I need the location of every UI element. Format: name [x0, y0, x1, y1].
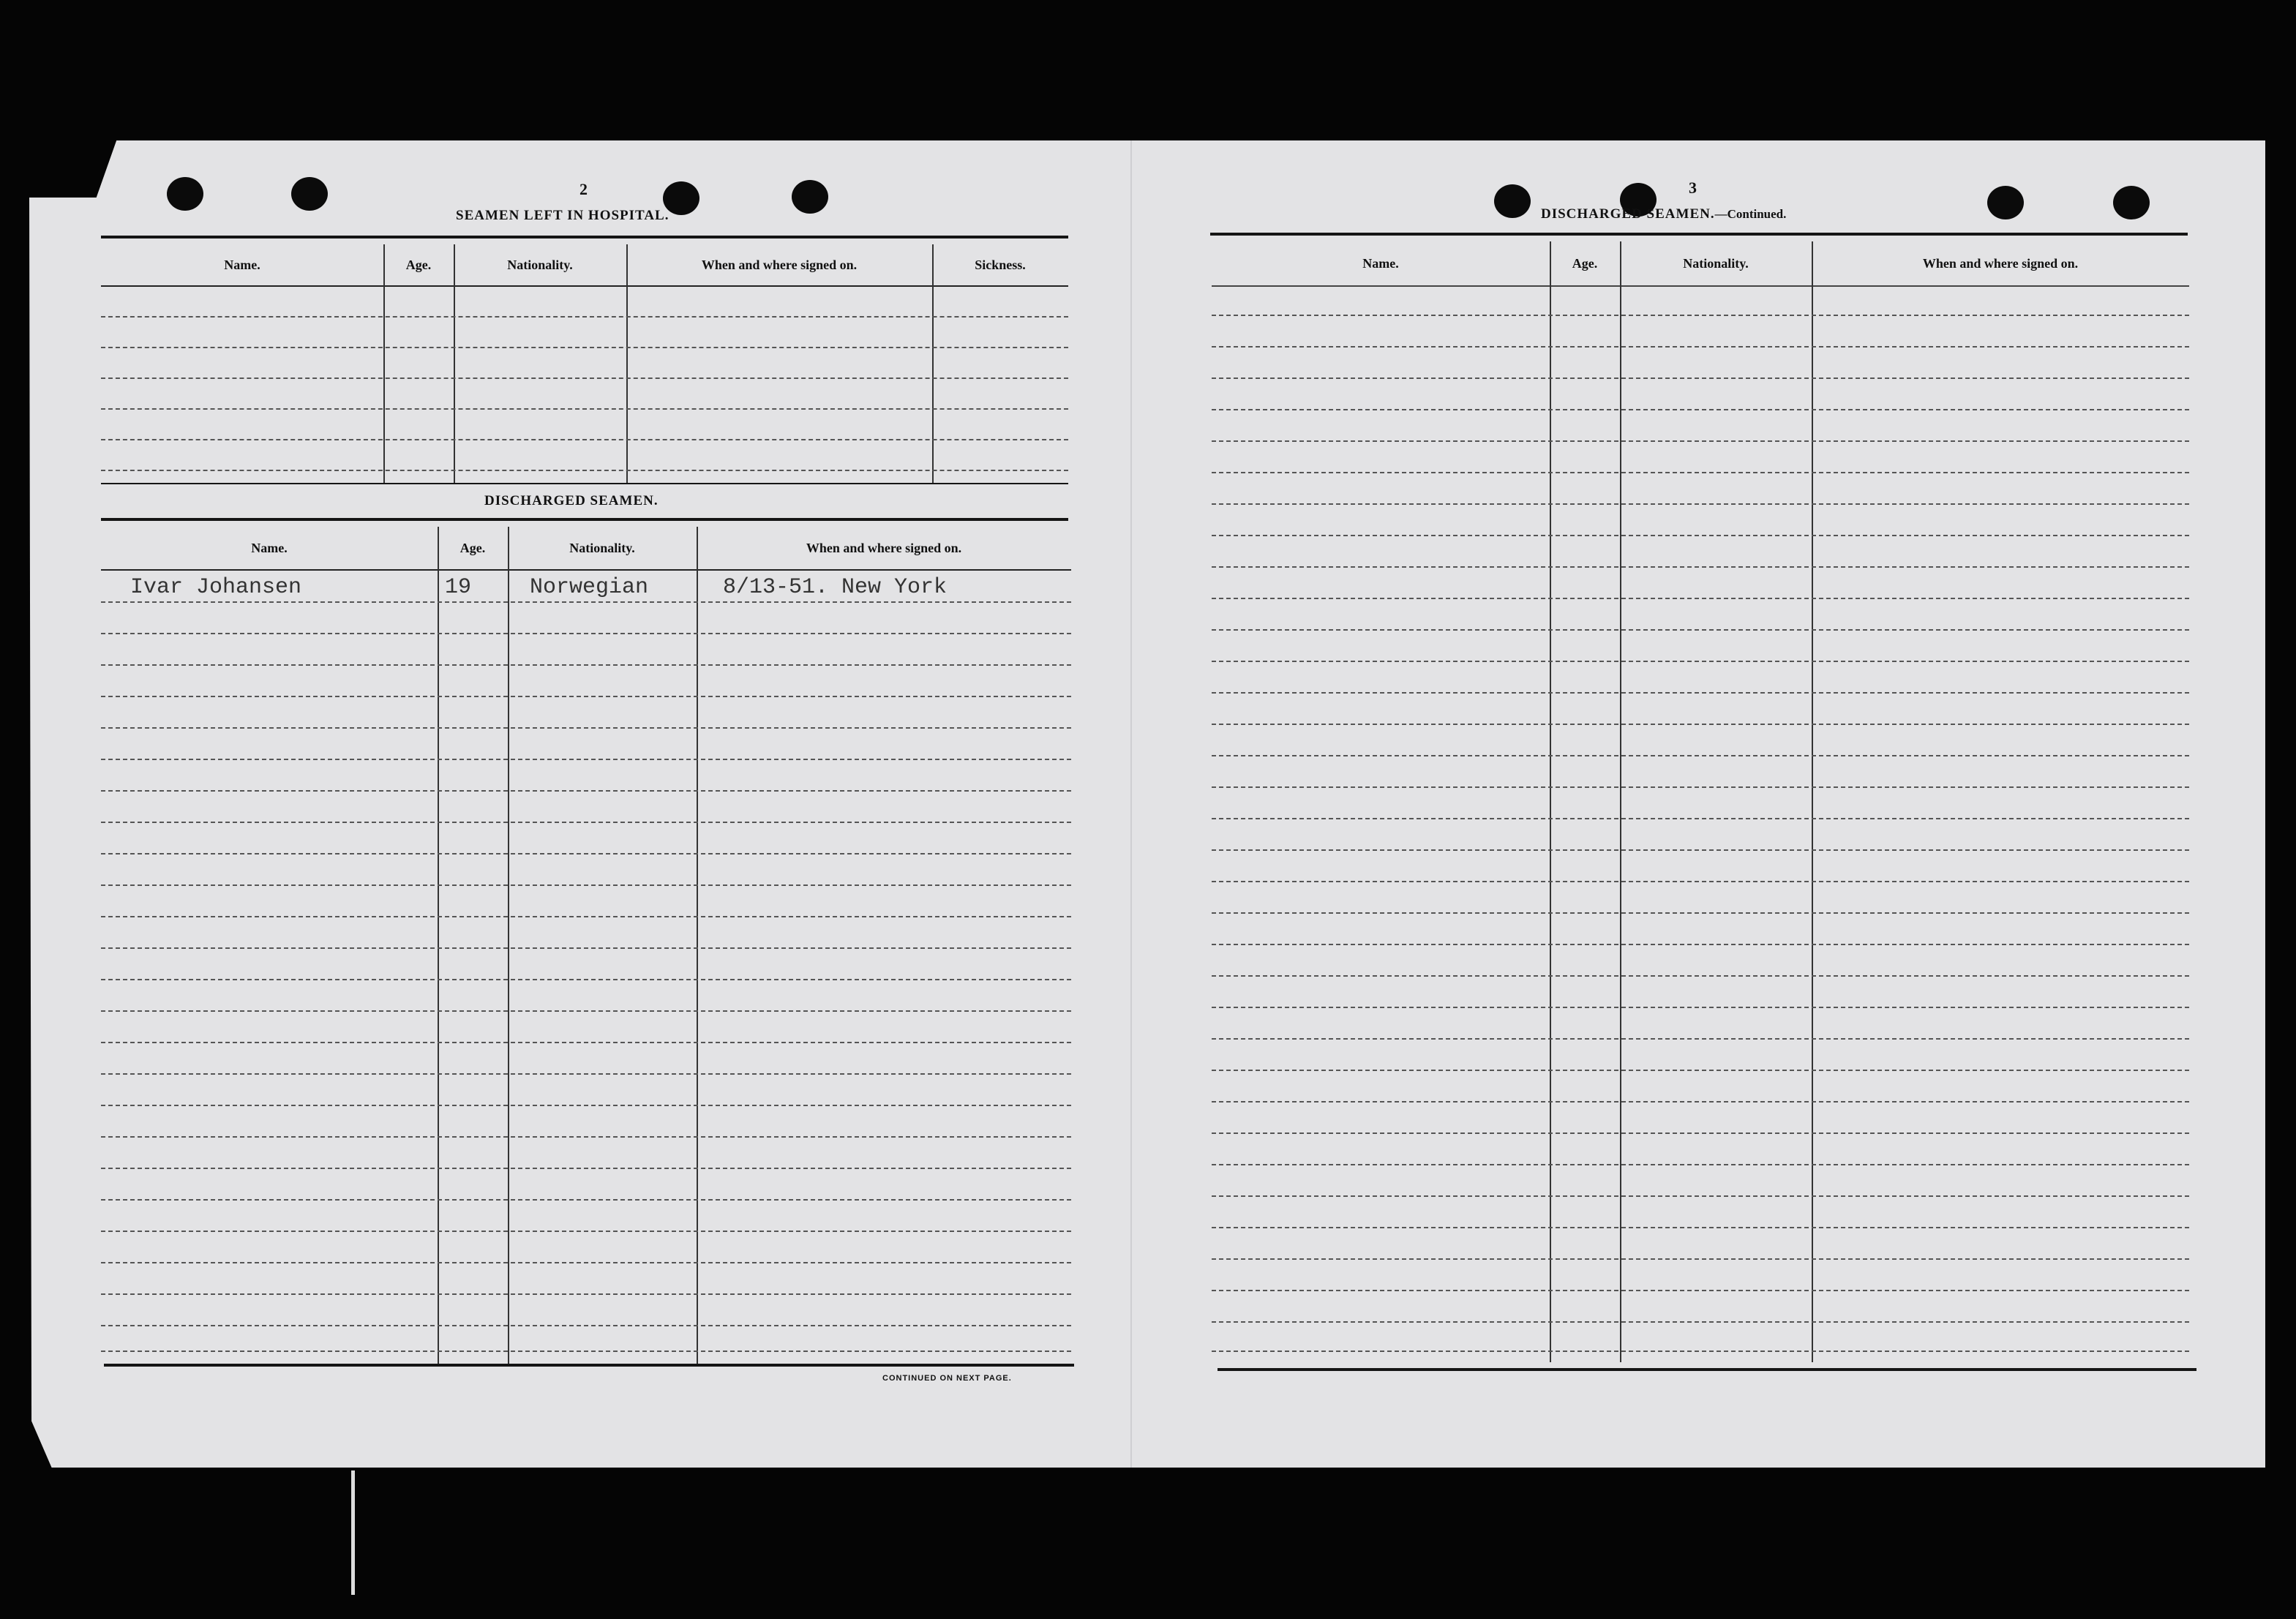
discharged-section-title: DISCHARGED SEAMEN. [484, 493, 659, 508]
table-row-line [101, 633, 1071, 634]
table-row-line [101, 853, 1071, 854]
title-main: DISCHARGED SEAMEN. [1541, 206, 1715, 222]
table-row-line [1212, 472, 2189, 473]
table-row-line [101, 1136, 1071, 1138]
table-row-line [1212, 1101, 2189, 1103]
table-row-line [101, 1231, 1071, 1232]
table-row-line [1212, 975, 2189, 977]
table-row-line [1212, 1321, 2189, 1323]
table-row-line [101, 1199, 1071, 1201]
table-row-line [101, 1168, 1071, 1169]
table-row-line [101, 947, 1071, 949]
table-row-line [1212, 346, 2189, 348]
column-header-age: Age. [1572, 255, 1598, 271]
table-row-line [101, 664, 1071, 666]
table-row-line [1212, 818, 2189, 819]
hospital-table [101, 244, 1068, 483]
column-divider [454, 244, 455, 483]
continued-note: CONTINUED ON NEXT PAGE. [882, 1374, 1012, 1383]
seaman-name: Ivar Johansen [130, 575, 302, 600]
table-row-line [1212, 1290, 2189, 1291]
table-row-line [101, 696, 1071, 697]
table-row-line [101, 1042, 1071, 1043]
binding-mark [351, 1470, 355, 1595]
column-divider [383, 244, 385, 483]
table-row-line [1212, 881, 2189, 882]
table-row-line [101, 316, 1068, 318]
table-row-line [101, 470, 1068, 471]
section-rule [101, 518, 1068, 521]
punch-hole [792, 180, 828, 214]
table-row-line [1212, 1164, 2189, 1165]
table-row-line [101, 822, 1071, 823]
column-header-nationality: Nationality. [1683, 255, 1749, 271]
column-header-name: Name. [1362, 255, 1399, 271]
table-row-line [1212, 503, 2189, 505]
column-header-nationality: Nationality. [507, 257, 573, 272]
table-row-line [1212, 692, 2189, 694]
table-row-line [1212, 1038, 2189, 1040]
column-divider [697, 527, 698, 1364]
punch-hole [2113, 186, 2150, 219]
column-header-name: Name. [224, 257, 260, 272]
table-row-line [101, 1293, 1071, 1295]
hospital-table-header [101, 244, 1068, 287]
discharged-table [101, 527, 1071, 1364]
table-row-line [1212, 1007, 2189, 1008]
column-header-signed-on: When and where signed on. [1922, 255, 2079, 271]
discharged-continued-table [1212, 241, 2189, 1362]
column-divider [626, 244, 628, 483]
title-continued: —Continued. [1714, 207, 1787, 221]
top-rule-right [1210, 233, 2188, 236]
table-row-line [1212, 629, 2189, 631]
section-rule [101, 483, 1068, 484]
top-rule-left [101, 236, 1068, 238]
table-row-line [101, 759, 1071, 760]
table-row-line [101, 916, 1071, 917]
table-row-line [1212, 661, 2189, 662]
table-row-line [1212, 566, 2189, 568]
column-header-signed-on: When and where signed on. [701, 257, 858, 272]
table-row-line [101, 1105, 1071, 1106]
table-row-line [101, 790, 1071, 792]
discharged-continued-header [1212, 241, 2189, 287]
table-row-line [101, 1325, 1071, 1326]
bottom-rule-right [1218, 1368, 2196, 1371]
bottom-rule-left [104, 1364, 1074, 1367]
column-header-signed-on: When and where signed on. [806, 540, 962, 555]
column-header-age: Age. [459, 540, 486, 555]
table-row-line [1212, 598, 2189, 599]
column-divider [508, 527, 509, 1364]
table-row-line [101, 377, 1068, 379]
table-row-line [1212, 535, 2189, 536]
column-divider [932, 244, 934, 483]
seaman-signed-on: 8/13-51. New York [723, 575, 948, 600]
punch-hole [291, 177, 328, 211]
table-row-line [101, 979, 1071, 980]
table-row-line [1212, 944, 2189, 945]
table-row-line [101, 347, 1068, 348]
punch-hole [1987, 186, 2024, 219]
column-header-sickness: Sickness. [975, 257, 1026, 272]
discharged-table-header [101, 527, 1071, 571]
table-row-line [1212, 440, 2189, 442]
column-header-name: Name. [251, 540, 288, 555]
table-row-line [1212, 377, 2189, 379]
discharged-continued-title [1541, 206, 1786, 222]
table-row-line [1212, 786, 2189, 788]
table-row-line [1212, 755, 2189, 756]
column-header-age: Age. [405, 257, 432, 272]
table-row-line [101, 1351, 1071, 1352]
table-row-line [1212, 1351, 2189, 1352]
seaman-age: 19 [445, 575, 472, 600]
table-row-line [1212, 1195, 2189, 1197]
table-row-line [101, 601, 1071, 603]
table-row-line [1212, 1132, 2189, 1134]
table-row-line [101, 884, 1071, 886]
table-row-line [101, 408, 1068, 410]
table-row-line [101, 439, 1068, 440]
table-row-line [1212, 409, 2189, 410]
page-number-right: 3 [1689, 179, 1697, 197]
table-row-line [101, 1010, 1071, 1012]
table-row-line [1212, 1258, 2189, 1260]
table-row-line [1212, 724, 2189, 725]
column-divider [438, 527, 439, 1364]
table-row-line [101, 1073, 1071, 1075]
table-row-line [101, 727, 1071, 729]
column-header-nationality: Nationality. [569, 540, 635, 555]
hospital-section-title: SEAMEN LEFT IN HOSPITAL. [456, 208, 669, 223]
page-fold [1130, 140, 1132, 1468]
table-row-line [1212, 315, 2189, 316]
table-row-line [101, 1262, 1071, 1263]
punch-hole [1494, 184, 1531, 218]
table-row-line [1212, 912, 2189, 914]
punch-hole [167, 177, 203, 211]
table-row-line [1212, 1070, 2189, 1071]
seaman-nationality: Norwegian [530, 575, 649, 600]
page-number-left: 2 [579, 180, 588, 198]
table-row-line [1212, 1227, 2189, 1228]
table-row-line [1212, 849, 2189, 851]
